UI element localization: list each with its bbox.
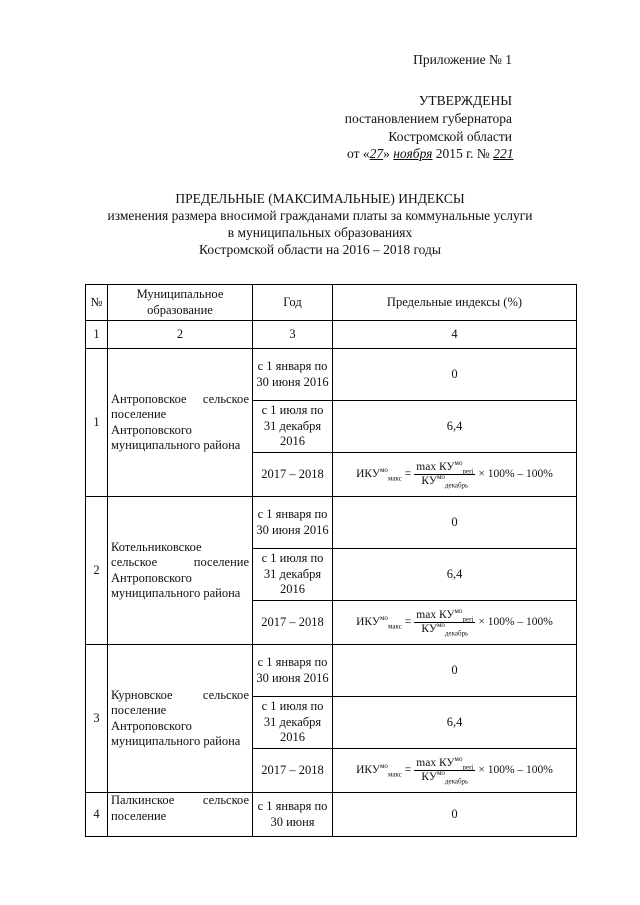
formula-eq: = (404, 615, 412, 628)
approval-close-quote: » (383, 146, 390, 161)
col-number: 4 (333, 321, 577, 349)
formula-lhs: $ИКУ^{мо}_{макс}$ (356, 613, 402, 631)
approval-month: ноября (393, 146, 433, 161)
table-header-row (86, 285, 577, 321)
index-value: 6,4 (333, 697, 577, 749)
formula-eq: = (404, 467, 412, 480)
period-cell: с 1 июля по 31 декабря 2016 (253, 697, 333, 749)
col-number: 3 (253, 321, 333, 349)
approval-year-text: 2015 г. № (435, 146, 490, 161)
formula-denominator: $КУ^{мо}_{декабрь}$ (421, 473, 469, 490)
formula-tail: × 100% – 100% (478, 763, 553, 776)
header-indices: Предельные индексы (%) (333, 285, 577, 321)
formula-fraction (414, 757, 475, 784)
approval-title: УТВЕРЖДЕНЫ (418, 93, 512, 108)
period-cell: 2017 – 2018 (253, 601, 333, 645)
period-cell: с 1 июля по 31 декабря 2016 (253, 549, 333, 601)
period-cell: с 1 января по 30 июня 2016 (253, 349, 333, 401)
approval-block (212, 92, 512, 146)
table-row (86, 645, 577, 697)
formula-numerator: $\max КУ^{мо}_{perj}$ (416, 755, 474, 772)
approval-number: 221 (493, 146, 514, 161)
formula-numerator: $\max КУ^{мо}_{perj}$ (416, 607, 474, 624)
approval-day: 27 (369, 146, 384, 161)
approval-line-1: постановлением губернатора (344, 111, 512, 126)
period-cell: с 1 января по 30 июня 2016 (253, 497, 333, 549)
formula-cell (333, 749, 577, 793)
index-value: 6,4 (333, 549, 577, 601)
municipality-name: Курновское сельское поселение Антроповского муниципального района (108, 645, 253, 793)
period-cell: 2017 – 2018 (253, 453, 333, 497)
index-formula (336, 757, 573, 784)
index-formula (336, 609, 573, 636)
formula-fraction (414, 461, 475, 488)
formula-lhs: $ИКУ^{мо}_{макс}$ (356, 761, 402, 779)
municipality-name: Антроповское сельское поселение Антроповского муниципального района (108, 349, 253, 497)
period-cell: с 1 января по 30 июня 2016 (253, 645, 333, 697)
col-number: 1 (86, 321, 108, 349)
formula-tail: × 100% – 100% (478, 615, 553, 628)
header-year: Год (253, 285, 333, 321)
column-number-row (86, 321, 577, 349)
index-value: 6,4 (333, 401, 577, 453)
formula-denominator: $КУ^{мо}_{декабрь}$ (421, 621, 469, 638)
formula-tail: × 100% – 100% (478, 467, 553, 480)
approval-line-2: Костромской области (388, 129, 512, 144)
index-formula (336, 461, 573, 488)
approval-date-line (347, 146, 513, 162)
row-number: 1 (86, 349, 108, 497)
municipality-name: Палкинское сельское поселение (108, 793, 253, 837)
index-value: 0 (333, 349, 577, 401)
row-number: 3 (86, 645, 108, 793)
heading-line-3: в муниципальных образованиях (227, 225, 413, 240)
index-value: 0 (333, 497, 577, 549)
index-value: 0 (333, 645, 577, 697)
header-municipality: Муниципальное образование (108, 285, 253, 321)
heading-line-4: Костромской области на 2016 – 2018 годы (199, 242, 441, 257)
index-value: 0 (333, 793, 577, 837)
formula-fraction (414, 609, 475, 636)
heading-line-2: изменения размера вносимой гражданами платы за коммунальные услуги (107, 208, 533, 223)
period-cell: с 1 января по 30 июня (253, 793, 333, 837)
table-row (86, 793, 577, 837)
row-number: 2 (86, 497, 108, 645)
heading-line-1: ПРЕДЕЛЬНЫЕ (МАКСИМАЛЬНЫЕ) ИНДЕКСЫ (175, 191, 465, 206)
formula-cell (333, 601, 577, 645)
formula-lhs: $ИКУ^{мо}_{макс}$ (356, 465, 402, 483)
appendix-label: Приложение № 1 (413, 52, 512, 67)
col-number: 2 (108, 321, 253, 349)
formula-denominator: $КУ^{мо}_{декабрь}$ (421, 769, 469, 786)
document-heading (40, 190, 600, 258)
formula-cell (333, 453, 577, 497)
formula-eq: = (404, 763, 412, 776)
table-row (86, 349, 577, 401)
table-row (86, 497, 577, 549)
row-number: 4 (86, 793, 108, 837)
indices-table (85, 284, 577, 837)
municipality-name: Котельниковское сельское поселение Антроповского муниципального района (108, 497, 253, 645)
period-cell: 2017 – 2018 (253, 749, 333, 793)
formula-numerator: $\max КУ^{мо}_{perj}$ (416, 459, 474, 476)
header-num: № (86, 285, 108, 321)
period-cell: с 1 июля по 31 декабря 2016 (253, 401, 333, 453)
approval-from: от « (347, 146, 370, 161)
